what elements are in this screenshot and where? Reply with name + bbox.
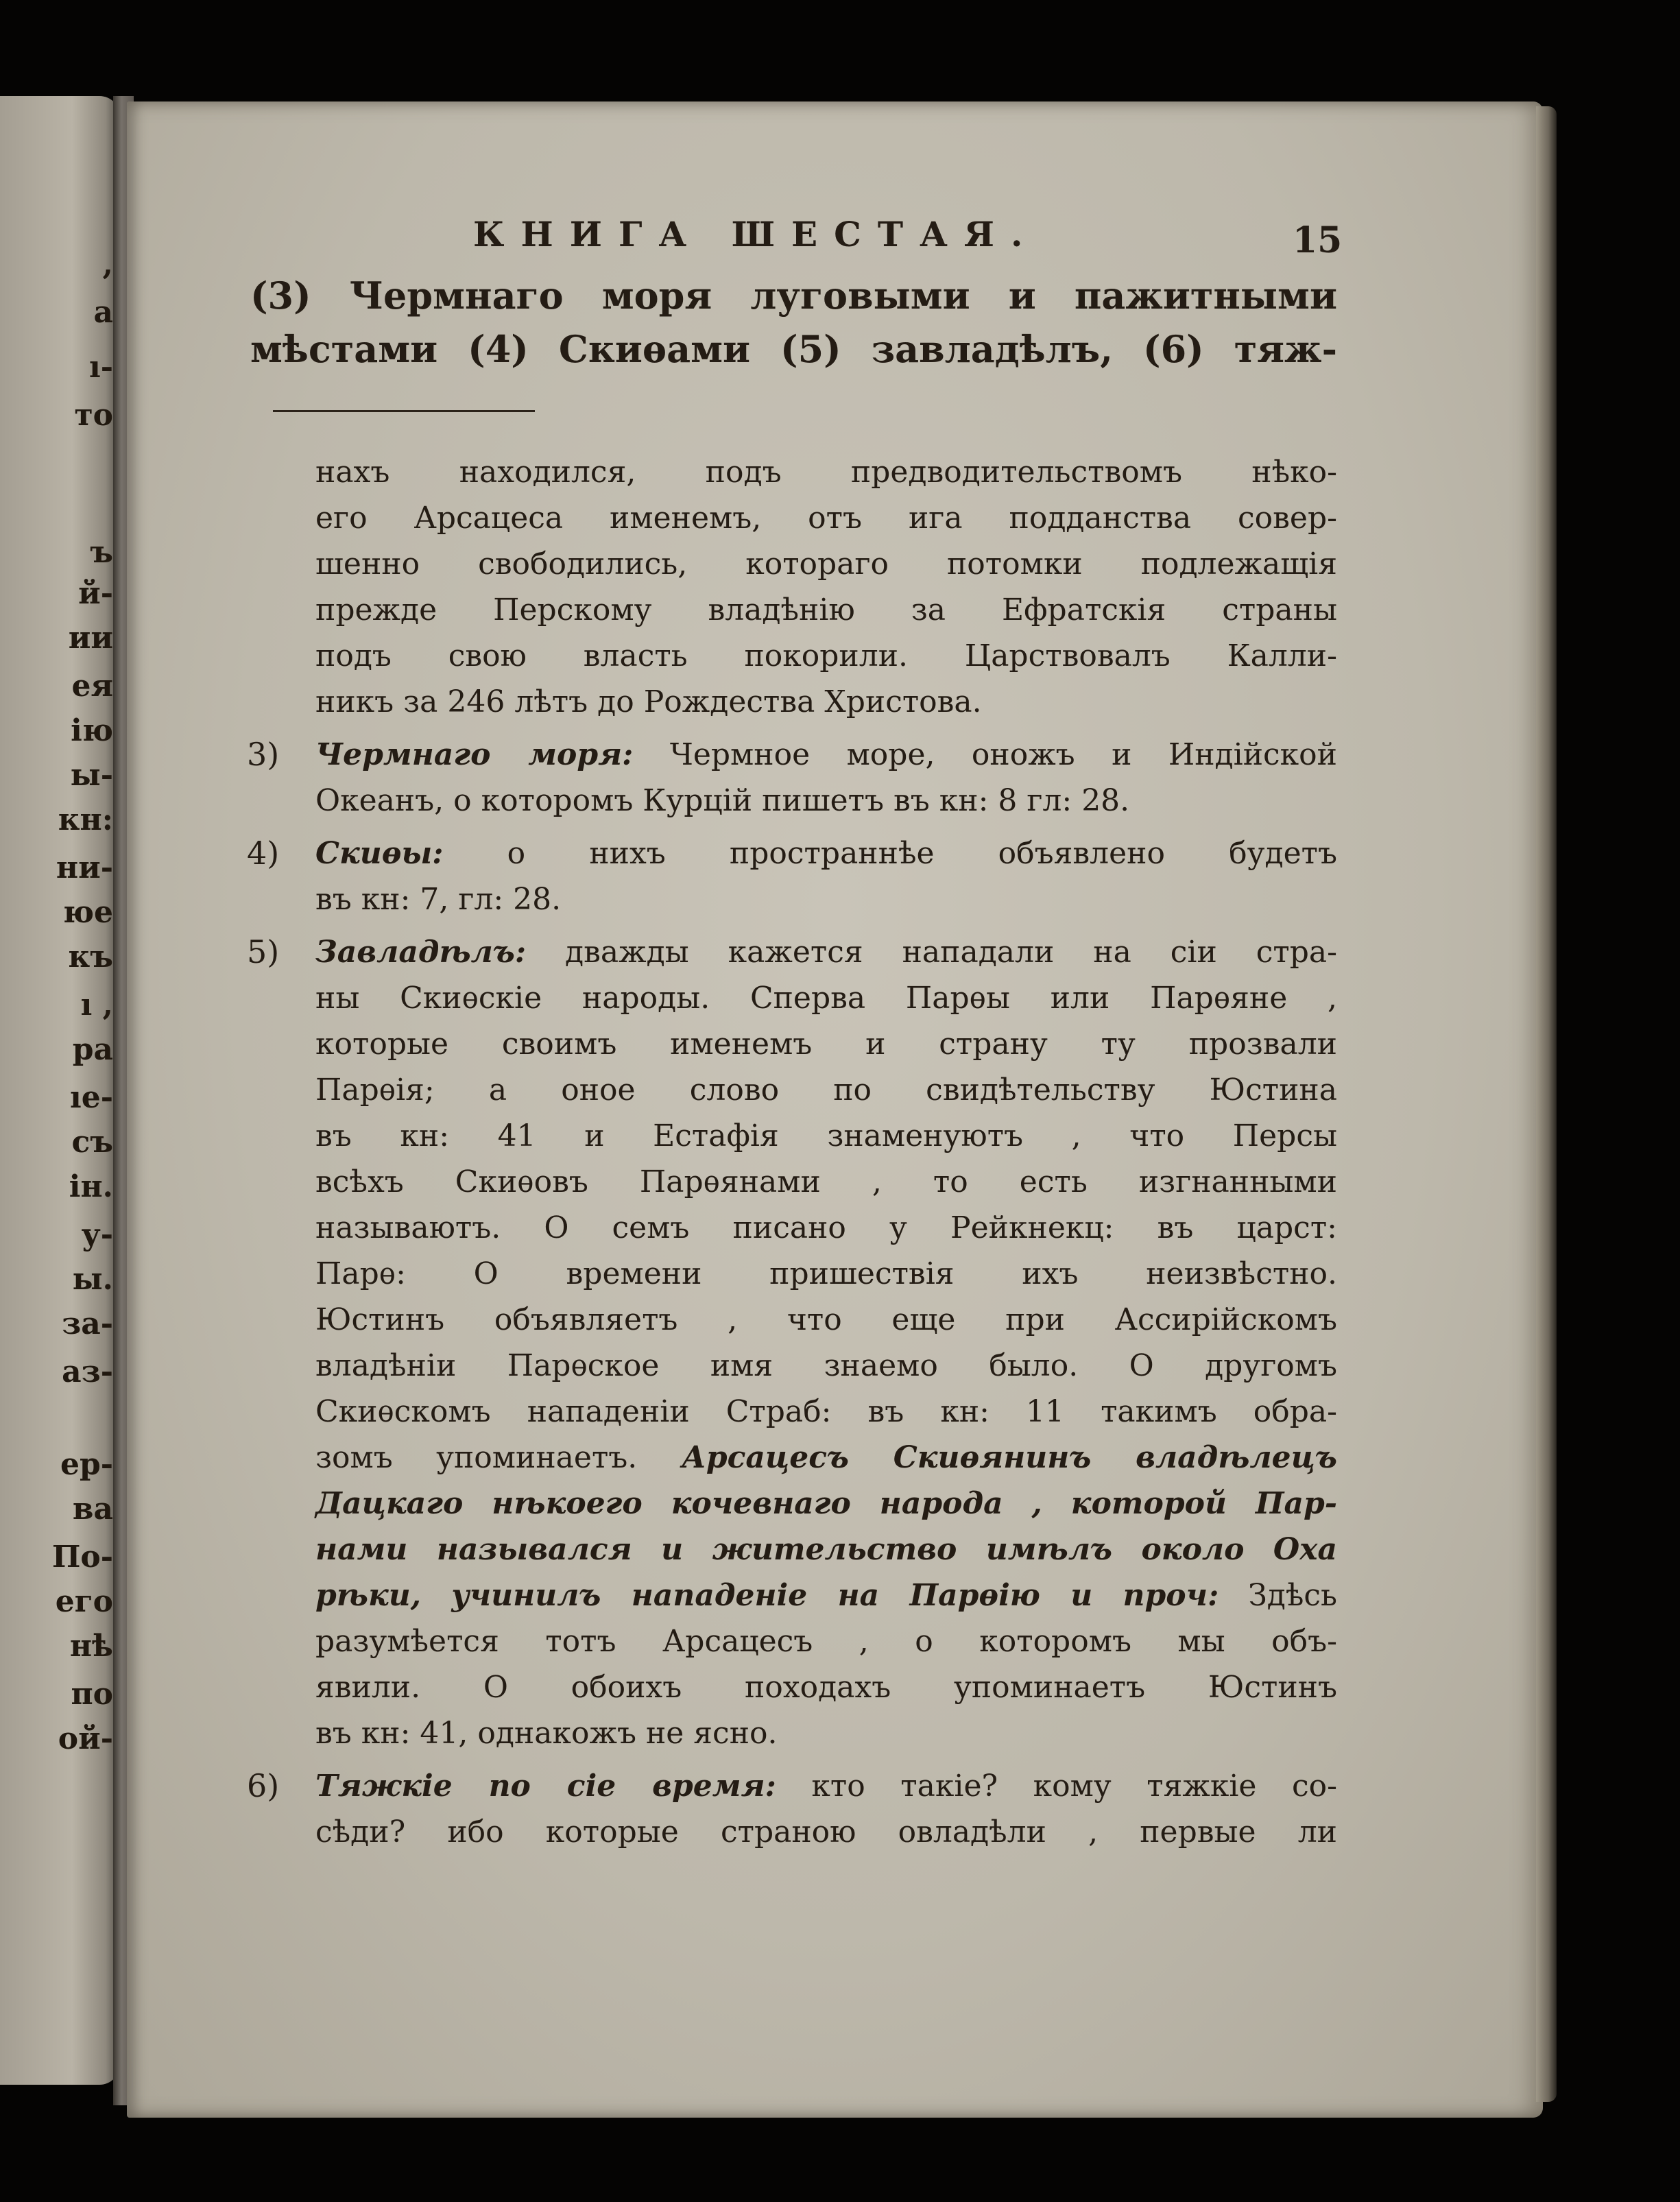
footnote-4 xyxy=(247,830,1337,922)
footnote-number: 5) xyxy=(247,933,280,970)
note-line: которые своимъ именемъ и страну ту прозвали xyxy=(315,1027,1337,1062)
left-page-fragment: ı , xyxy=(80,988,113,1022)
note-line: въ кн: 7, гл: 28. xyxy=(315,882,562,917)
note-line: Океанъ, о которомъ Курцій пишетъ въ кн: 8 гл: 28. xyxy=(315,783,1130,818)
footnote-continuation xyxy=(247,449,1337,725)
footnotes xyxy=(247,449,1337,1862)
main-text-line: мѣстами (4) Скиѳами (5) завладѣлъ, (6) тяж- xyxy=(250,327,1337,371)
note-line: Юстинъ объявляетъ , что еще при Ассирійскомъ xyxy=(315,1302,1337,1337)
note-line: Парѳія; а оное слово по свидѣтельству Юстина xyxy=(315,1073,1337,1108)
note-line: Чермное море, оножъ и Индійской xyxy=(633,737,1337,772)
quotation-line: нами назывался и жительство имѣлъ около Оха xyxy=(315,1532,1337,1567)
left-page-fragment: за- xyxy=(62,1306,113,1341)
left-page-fragment: по xyxy=(71,1677,113,1712)
footnote-term: Скиѳы: xyxy=(315,836,444,871)
note-line: его Арсацеса именемъ, отъ ига подданства совер- xyxy=(315,501,1337,536)
note-line: разумѣется тотъ Арсацесъ , о которомъ мы объ- xyxy=(315,1624,1337,1659)
footnote-number: 4) xyxy=(247,835,280,872)
left-page-fragment: й- xyxy=(78,576,113,611)
footnote-3 xyxy=(247,732,1337,824)
left-page-fragment: ии xyxy=(68,621,113,656)
left-page-fragment: ни- xyxy=(56,850,113,885)
footnote-6 xyxy=(247,1763,1337,1855)
left-page-fragment: у- xyxy=(81,1217,113,1252)
note-line: ны Скиѳскіе народы. Сперва Парѳы или Парѳяне , xyxy=(315,981,1337,1016)
left-page-fragment: ı- xyxy=(89,350,113,385)
note-line: нахъ находился, подъ предводительствомъ нѣко- xyxy=(315,455,1337,490)
left-page-edge xyxy=(0,96,120,2085)
note-line: Скиѳскомъ нападеніи Страб: въ кн: 11 такимъ обра- xyxy=(315,1394,1337,1429)
main-text-line: (3) Чермнаго моря луговыми и пажитными xyxy=(250,274,1337,318)
left-page-fragment: ой- xyxy=(58,1721,113,1756)
note-line: явили. О обоихъ походахъ упоминаетъ Юстинъ xyxy=(315,1670,1337,1705)
left-page-fragment: его xyxy=(55,1584,113,1619)
left-page-fragment: ра xyxy=(72,1032,113,1067)
footnote-term: Завладѣлъ: xyxy=(315,935,527,970)
running-title: КНИГА ШЕСТАЯ. xyxy=(473,214,1040,254)
left-page-fragment: ію xyxy=(71,713,113,748)
footnote-term: Тяжкіе по сіе время: xyxy=(315,1769,776,1804)
note-line: Здѣсь xyxy=(1219,1578,1338,1613)
left-page-fragment: ы- xyxy=(70,758,113,793)
left-page-fragment: , xyxy=(102,247,113,282)
note-line: шенно свободились, котораго потомки подлежащія xyxy=(315,547,1337,582)
quotation-line: Дацкаго нѣкоего кочевнаго народа , которой Пар- xyxy=(315,1486,1337,1521)
note-line: въ кн: 41 и Естафія знаменуютъ , что Персы xyxy=(315,1118,1337,1153)
note-line: Парѳ: О времени пришествія ихъ неизвѣстно. xyxy=(315,1256,1337,1291)
note-line: дважды кажется нападали на сіи стра- xyxy=(526,935,1337,970)
left-page-fragment: ıе- xyxy=(70,1080,113,1115)
left-page-fragment: аз- xyxy=(62,1354,113,1389)
left-page-fragment: ін. xyxy=(69,1169,113,1204)
left-page-fragment: съ xyxy=(71,1125,113,1160)
footnote-term: Чермнаго моря: xyxy=(315,737,634,772)
left-page-fragment: ы. xyxy=(72,1262,113,1297)
left-page-fragment: а xyxy=(93,295,113,330)
left-page-fragment: къ xyxy=(68,940,113,974)
left-page-fragment: По- xyxy=(51,1540,113,1575)
left-page-fragment: то xyxy=(74,398,113,433)
note-line: сѣди? ибо которые страною овладѣли , первые ли xyxy=(315,1815,1337,1850)
left-page-fragment: ва xyxy=(72,1492,113,1527)
note-line: зомъ упоминаетъ. xyxy=(315,1440,638,1475)
footnote-rule xyxy=(273,410,535,412)
left-page-fragment: юе xyxy=(62,895,113,930)
left-page-fragment: кн: xyxy=(58,802,113,837)
note-line: кто такіе? кому тяжкіе со- xyxy=(776,1769,1337,1804)
footnote-number: 3) xyxy=(247,736,280,773)
note-line: прежде Перскому владѣнію за Ефратскія страны xyxy=(315,593,1337,627)
main-text xyxy=(250,269,1337,376)
left-page-fragment: ер- xyxy=(60,1447,113,1482)
left-page-fragment: ъ xyxy=(90,535,113,570)
note-line: владѣніи Парѳское имя знаемо было. О другомъ xyxy=(315,1348,1337,1383)
page-number: 15 xyxy=(1293,219,1343,261)
note-line: въ кн: 41, однакожъ не ясно. xyxy=(315,1716,778,1751)
footnote-number: 6) xyxy=(247,1767,280,1804)
note-line: никъ за 246 лѣтъ до Рождества Христова. xyxy=(315,684,982,719)
quotation: Арсацесъ Скиѳянинъ владѣлецъ xyxy=(637,1440,1337,1475)
footnote-5 xyxy=(247,929,1337,1756)
note-line: называютъ. О семъ писано у Рейкнекц: въ царст: xyxy=(315,1210,1337,1245)
page-edge xyxy=(1536,106,1557,2102)
left-page-fragment: нѣ xyxy=(69,1629,113,1664)
note-line: о нихъ пространнѣе объявлено будетъ xyxy=(443,836,1337,871)
left-page-fragment: ея xyxy=(71,669,113,704)
note-line: всѣхъ Скиѳовъ Парѳянами , то есть изгнанными xyxy=(315,1164,1337,1199)
quotation-line: рѣки, учинилъ нападеніе на Парѳію и проч: xyxy=(315,1578,1219,1613)
note-line: подъ свою власть покорили. Царствовалъ Калли- xyxy=(315,638,1337,673)
